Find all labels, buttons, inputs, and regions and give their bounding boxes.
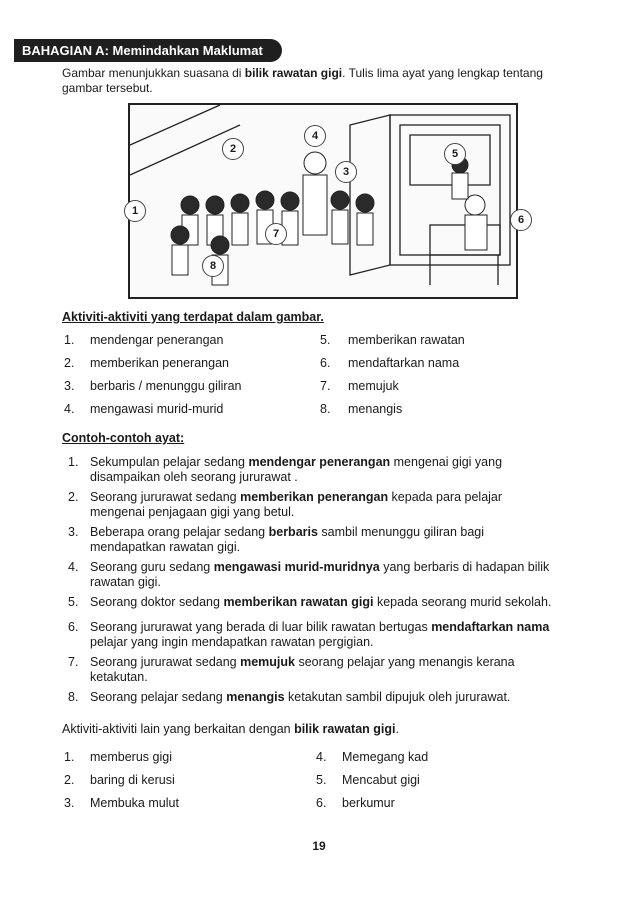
example-sentence: Seorang doktor sedang memberikan rawatan gigi kepada seorang murid sekolah.: [90, 595, 552, 609]
instruction-text: Gambar menunjukkan suasana di bilik rawatan gigi. Tulis lima ayat yang lengkap tentang gambar tersebut.: [62, 66, 543, 95]
page-number: 19: [312, 839, 326, 853]
example-sentence: Seorang jururawat sedang memujuk seorang pelajar yang menangis kerana ketakutan.: [90, 655, 515, 684]
other-number: 1.: [64, 750, 75, 764]
activity-number: 6.: [320, 356, 331, 370]
label-6: 6: [510, 209, 532, 231]
label-1: 1: [124, 200, 146, 222]
other-item: baring di kerusi: [90, 773, 175, 787]
activity-number: 2.: [64, 356, 75, 370]
example-sentence: Seorang pelajar sedang menangis ketakutan sambil dipujuk oleh jururawat.: [90, 690, 511, 704]
other-activities-intro: Aktiviti-aktiviti lain yang berkaitan dengan bilik rawatan gigi.: [62, 722, 399, 736]
example-sentence: Seorang guru sedang mengawasi murid-muridnya yang berbaris di hadapan bilik rawatan gigi.: [90, 560, 550, 589]
activity-item: menangis: [348, 402, 403, 416]
sentence-number: 2.: [68, 490, 79, 504]
activities-title: Aktiviti-aktiviti yang terdapat dalam gambar.: [62, 310, 324, 324]
sentence-number: 5.: [68, 595, 79, 609]
activity-number: 7.: [320, 379, 331, 393]
other-number: 4.: [316, 750, 327, 764]
other-item: Mencabut gigi: [342, 773, 420, 787]
dental-room-illustration: [128, 103, 525, 299]
other-item: berkumur: [342, 796, 395, 810]
other-item: Membuka mulut: [90, 796, 179, 810]
other-number: 2.: [64, 773, 75, 787]
example-sentence: Seorang jururawat sedang memberikan penerangan kepada para pelajar mengenai penjagaan gigi yang betul.: [90, 490, 503, 519]
activity-number: 3.: [64, 379, 75, 393]
example-sentence: Sekumpulan pelajar sedang mendengar penerangan mengenai gigi yang disampaikan oleh seorang jururawat .: [90, 455, 503, 484]
activity-item: mengawasi murid-murid: [90, 402, 224, 416]
sentence-number: 3.: [68, 525, 79, 539]
label-3: 3: [335, 161, 357, 183]
activity-item: mendengar penerangan: [90, 333, 224, 347]
label-2: 2: [222, 138, 244, 160]
sentence-number: 4.: [68, 560, 79, 574]
label-4: 4: [304, 125, 326, 147]
example-sentence: Seorang jururawat yang berada di luar bilik rawatan bertugas mendaftarkan nama pelajar yang ingin mendapatkan rawatan pergigian.: [90, 620, 550, 649]
activity-item: memberikan penerangan: [90, 356, 229, 370]
other-item: memberus gigi: [90, 750, 172, 764]
activity-item: berbaris / menunggu giliran: [90, 379, 242, 393]
sentence-number: 7.: [68, 655, 79, 669]
sentence-number: 6.: [68, 620, 79, 634]
other-item: Memegang kad: [342, 750, 429, 764]
activity-item: memujuk: [348, 379, 399, 393]
activity-item: memberikan rawatan: [348, 333, 465, 347]
label-8: 8: [202, 255, 224, 277]
label-5: 5: [444, 143, 466, 165]
sentence-number: 8.: [68, 690, 79, 704]
examples-title: Contoh-contoh ayat:: [62, 431, 185, 445]
activity-number: 5.: [320, 333, 331, 347]
label-7: 7: [265, 223, 287, 245]
activity-number: 8.: [320, 402, 331, 416]
activity-number: 1.: [64, 333, 75, 347]
activity-item: mendaftarkan nama: [348, 356, 460, 370]
example-sentence: Beberapa orang pelajar sedang berbaris sambil menunggu giliran bagi mendapatkan rawatan gigi.: [90, 525, 485, 554]
other-number: 3.: [64, 796, 75, 810]
section-title: BAHAGIAN A: Memindahkan Maklumat: [22, 43, 263, 58]
other-number: 5.: [316, 773, 327, 787]
sentence-number: 1.: [68, 455, 79, 469]
other-number: 6.: [316, 796, 327, 810]
activity-number: 4.: [64, 402, 75, 416]
